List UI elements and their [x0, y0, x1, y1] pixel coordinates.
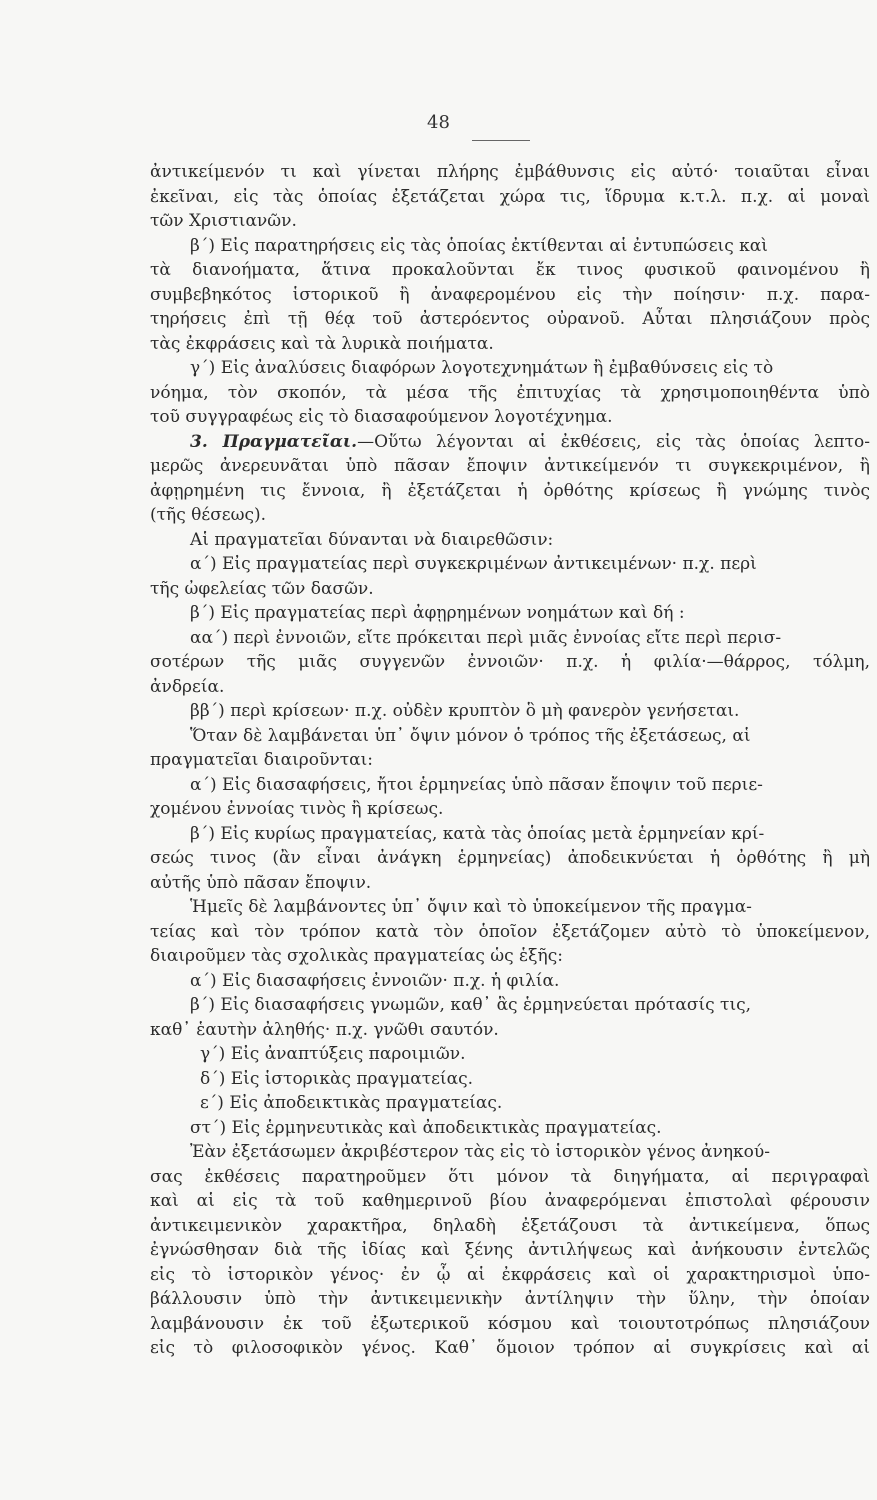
- text-line: ἐκεῖναι, εἰς τὰς ὁποίας ἐξετάζεται χώρα τις, ἵδρυμα κ.τ.λ. π.χ. αἱ μοναὶ: [150, 186, 870, 207]
- text-line: τηρήσεις ἐπὶ τῇ θέᾳ τοῦ ἀστερόεντος οὐρανοῦ. Αὗται πλησιάζουν πρὸς: [150, 309, 870, 329]
- text-line: στ΄) Εἰς ἑρμηνευτικὰς καὶ ἀποδεικτικὰς πραγματείας.: [190, 1117, 662, 1138]
- text-line: καθ᾿ ἑαυτὴν ἀληθής· π.χ. γνῶθι σαυτόν.: [150, 1019, 499, 1040]
- text-line: α΄) Εἰς διασαφήσεις, ἤτοι ἑρμηνείας ὑπὸ πᾶσαν ἔποψιν τοῦ περιε-: [190, 774, 763, 795]
- text-line: λαμβάνουσιν ἐκ τοῦ ἐξωτερικοῦ κόσμου καὶ τοιουτοτρόπως πλησιάζουν: [150, 1313, 870, 1334]
- text-line: σας ἐκθέσεις παρατηροῦμεν ὅτι μόνον τὰ διηγήματα, αἱ περιγραφαὶ: [150, 1166, 870, 1187]
- text-line: α΄) Εἰς πραγματείας περὶ συγκεκριμένων ἀντικειμένων· π.χ. περὶ: [190, 554, 757, 574]
- text-line: β΄) Εἰς διασαφήσεις γνωμῶν, καθ᾿ ἃς ἑρμηνεύεται πρότασίς τις,: [190, 995, 752, 1015]
- text-line: νόημα, τὸν σκοπόν, τὰ μέσα τῆς ἐπιτυχίας τὰ χρησιμοποιηθέντα ὑπὸ: [150, 382, 870, 403]
- text-line: ε΄) Εἰς ἀποδεικτικὰς πραγματείας.: [200, 1093, 503, 1113]
- text-line: βάλλουσιν ὑπὸ τὴν ἀντικειμενικὴν ἀντίληψιν τὴν ὕλην, τὴν ὁποίαν: [150, 1289, 870, 1309]
- text-line: γ΄) Εἰς ἀναλύσεις διαφόρων λογοτεχνημάτων ἢ ἐμβαθύνσεις εἰς τὸ: [190, 358, 774, 378]
- page-number: 48: [427, 112, 450, 133]
- text-line: συμβεβηκότος ἱστορικοῦ ἢ ἀναφερομένου εἰς τὴν ποίησιν· π.χ. παρα-: [150, 284, 870, 305]
- text-line: ββ΄) περὶ κρίσεων· π.χ. οὐδὲν κρυπτὸν ὃ μὴ φανερὸν γενήσεται.: [190, 701, 740, 721]
- text-line: δ΄) Εἰς ἱστορικὰς πραγματείας.: [200, 1068, 473, 1089]
- text-line: ἐγνώσθησαν διὰ τῆς ἰδίας καὶ ξένης ἀντιλήψεως καὶ ἀνήκουσιν ἐντελῶς: [150, 1240, 870, 1260]
- text-line: (τῆς θέσεως).: [150, 505, 267, 525]
- text-line: αα΄) περὶ ἐννοιῶν, εἴτε πρόκειται περὶ μιᾶς ἐννοίας εἴτε περὶ περισ-: [190, 627, 782, 648]
- text-line: αὐτῆς ὑπὸ πᾶσαν ἔποψιν.: [150, 872, 372, 893]
- text-line: ἀφῃρημένη τις ἔννοια, ἢ ἐξετάζεται ἡ ὀρθότης κρίσεως ἢ γνώμης τινὸς: [150, 480, 870, 501]
- section-heading-text: —Οὕτω λέγονται αἱ ἐκθέσεις, εἰς τὰς ὁποίας λεπτο-: [357, 431, 870, 452]
- section-heading-label: 3. Πραγματεῖαι.: [190, 431, 358, 452]
- text-line: ἀνδρεία.: [150, 676, 225, 697]
- text-line: Ἐὰν ἐξετάσωμεν ἀκριβέστερον τὰς εἰς τὸ ἱστορικὸν γένος ἀνηκού-: [190, 1142, 770, 1162]
- text-line: σοτέρων τῆς μιᾶς συγγενῶν ἐννοιῶν· π.χ. ἡ φιλία·—θάρρος, τόλμη,: [150, 652, 870, 672]
- text-line: β΄) Εἰς παρατηρήσεις εἰς τὰς ὁποίας ἐκτίθενται αἱ ἐντυπώσεις καὶ: [190, 235, 768, 256]
- text-line: Αἱ πραγματεῖαι δύνανται νὰ διαιρεθῶσιν:: [190, 529, 554, 550]
- text-line: τὰ διανοήματα, ἅτινα προκαλοῦνται ἔκ τινος φυσικοῦ φαινομένου ἢ: [150, 260, 870, 280]
- text-line: σεώς τινος (ἂν εἶναι ἀνάγκη ἑρμηνείας) ἀποδεικνύεται ἡ ὀρθότης ἢ μὴ: [150, 848, 870, 868]
- text-line: χομένου ἐννοίας τινὸς ἢ κρίσεως.: [150, 799, 444, 819]
- text-line: τῆς ὠφελείας τῶν δασῶν.: [150, 578, 374, 599]
- text-line: καὶ αἱ εἰς τὰ τοῦ καθημερινοῦ βίου ἀναφερόμεναι ἐπιστολαὶ φέρουσιν: [150, 1191, 870, 1211]
- text-line: β΄) Εἰς πραγματείας περὶ ἀφῃρημένων νοημάτων καὶ δή :: [190, 603, 685, 623]
- text-line: γ΄) Εἰς ἀναπτύξεις παροιμιῶν.: [200, 1044, 466, 1064]
- text-line: διαιροῦμεν τὰς σχολικὰς πραγματείας ὡς ἑξῆς:: [150, 946, 563, 966]
- text-line: ἀντικείμενόν τι καὶ γίνεται πλήρης ἐμβάθυνσις εἰς αὐτό· τοιαῦται εἶναι: [150, 162, 870, 182]
- text-line: β΄) Εἰς κυρίως πραγματείας, κατὰ τὰς ὁποίας μετὰ ἑρμηνείαν κρί-: [190, 823, 765, 844]
- text-line: τὰς ἐκφράσεις καὶ τὰ λυρικὰ ποιήματα.: [150, 333, 494, 354]
- text-line: Ἡμεῖς δὲ λαμβάνοντες ὑπ᾿ ὄψιν καὶ τὸ ὑποκείμενον τῆς πραγμα-: [190, 897, 752, 917]
- text-line: α΄) Εἰς διασαφήσεις ἐννοιῶν· π.χ. ἡ φιλία.: [190, 970, 560, 991]
- text-line: εἰς τὸ φιλοσοφικὸν γένος. Καθ᾿ ὅμοιον τρόπον αἱ συγκρίσεις καὶ αἱ: [150, 1338, 870, 1358]
- text-line: τείας καὶ τὸν τρόπον κατὰ τὸν ὁποῖον ἐξετάζομεν αὐτὸ τὸ ὑποκείμενον,: [150, 921, 870, 942]
- text-line: πραγματεῖαι διαιροῦνται:: [150, 750, 373, 770]
- text-line: μερῶς ἀνερευνᾶται ὑπὸ πᾶσαν ἔποψιν ἀντικείμενόν τι συγκεκριμένον, ἢ: [150, 456, 870, 476]
- body-text: [150, 160, 870, 1361]
- text-line: [150, 430, 870, 455]
- page-number-rule: [472, 140, 530, 141]
- text-line: τοῦ συγγραφέως εἰς τὸ διασαφούμενον λογοτέχνημα.: [150, 407, 613, 427]
- text-line: εἰς τὸ ἱστορικὸν γένος· ἐν ᾧ αἱ ἐκφράσεις καὶ οἱ χαρακτηρισμοὶ ὑπο-: [150, 1264, 870, 1285]
- text-line: Ὅταν δὲ λαμβάνεται ὑπ᾿ ὄψιν μόνον ὁ τρόπος τῆς ἐξετάσεως, αἱ: [190, 725, 751, 746]
- text-line: ἀντικειμενικὸν χαρακτῆρα, δηλαδὴ ἐξετάζουσι τὰ ἀντικείμενα, ὅπως: [150, 1215, 870, 1236]
- text-line: τῶν Χριστιανῶν.: [150, 211, 297, 231]
